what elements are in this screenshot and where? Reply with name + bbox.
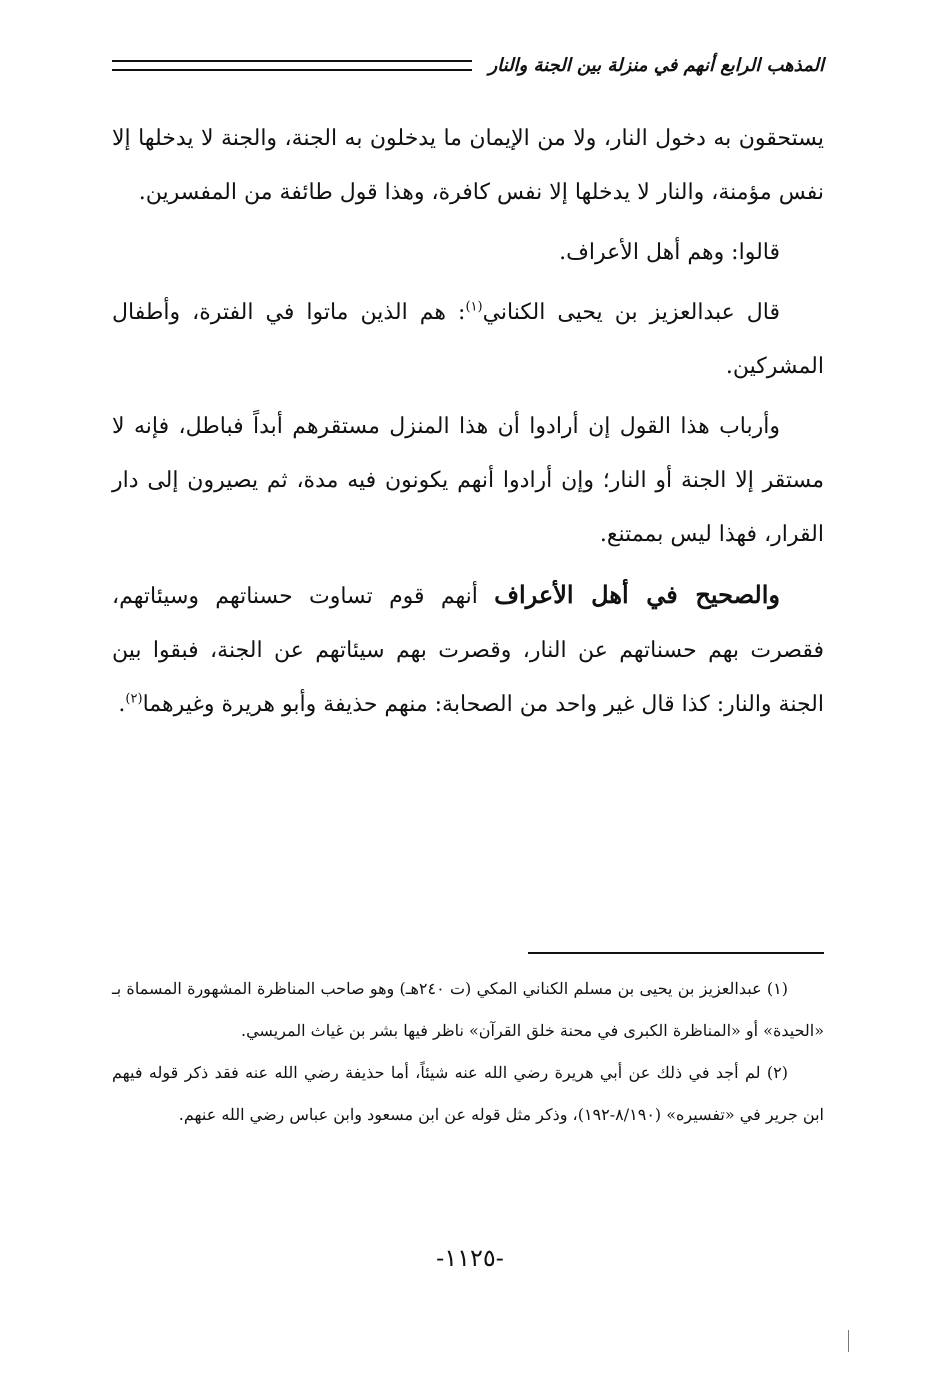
paragraph-3-before: قال عبدالعزيز بن يحيى الكناني [482, 300, 780, 325]
paragraph-5-text: أنهم قوم تساوت حسناتهم وسيئاتهم، فقصرت بهم حسناتهم عن النار، وقصرت بهم سيئاتهم عن الجنة، فبقوا بين الجنة والنار: كذا قال غير واحد من الصحابة: منهم حذيفة وأبو هريرة وغيرهما [112, 584, 824, 717]
paragraph-5-after: . [118, 692, 126, 717]
paragraph-1 [112, 112, 824, 220]
footnote-1: (١) عبدالعزيز بن يحيى بن مسلم الكناني المكي (ت ٢٤٠هـ) وهو صاحب المناظرة المشهورة المسماة بـ «الحيدة» أو «المناظرة الكبرى في محنة خلق القرآن» ناظر فيها بشر بن غياث المريسي. [112, 979, 824, 1040]
paragraph-2-text: قالوا: وهم أهل الأعراف. [559, 240, 780, 265]
footnote-ref-2: (٢) [125, 691, 143, 707]
footnotes [112, 968, 824, 1136]
paragraph-5-lead: والصحيح في أهل الأعراف [494, 580, 780, 609]
footnote-2: (٢) لم أجد في ذلك عن أبي هريرة رضي الله عنه شيئاً، أما حذيفة رضي الله عنه فقد ذكر قوله فيهم ابن جرير في «تفسيره» (٨/١٩٠-١٩٢)، وذكر مثل قوله عن ابن مسعود وابن عباس رضي الله عنهم. [112, 1063, 824, 1124]
scan-edge-mark [848, 1330, 849, 1352]
header-double-rule [112, 60, 472, 71]
footnote-separator [528, 952, 824, 954]
header-title: المذهب الرابع أنهم في منزلة بين الجنة والنار [488, 54, 824, 76]
paragraph-3-after: : هم الذين ماتوا في الفترة، وأطفال المشركين. [112, 300, 824, 379]
paragraph-1-text: يستحقون به دخول النار، ولا من الإيمان ما يدخلون به الجنة، والجنة لا يدخلها إلا نفس مؤمنة، والنار لا يدخلها إلا نفس كافرة، وهذا قول طائفة من المفسرين. [112, 126, 824, 205]
footnote-ref-1: (١) [465, 299, 483, 315]
paragraph-4-text: وأرباب هذا القول إن أرادوا أن هذا المنزل مستقرهم أبداً فباطل، فإنه لا مستقر إلا الجنة أو النار؛ وإن أرادوا أنهم يكونون فيه مدة، ثم يصيرون إلى دار القرار، فهذا ليس بممتنع. [112, 414, 824, 547]
paragraph-3 [112, 286, 824, 394]
paragraph-4 [112, 400, 824, 562]
paragraph-5 [112, 568, 824, 732]
running-header [112, 48, 824, 82]
page-number: -١١٢٥- [436, 1244, 504, 1272]
main-text [112, 112, 824, 738]
paragraph-2 [112, 226, 824, 280]
